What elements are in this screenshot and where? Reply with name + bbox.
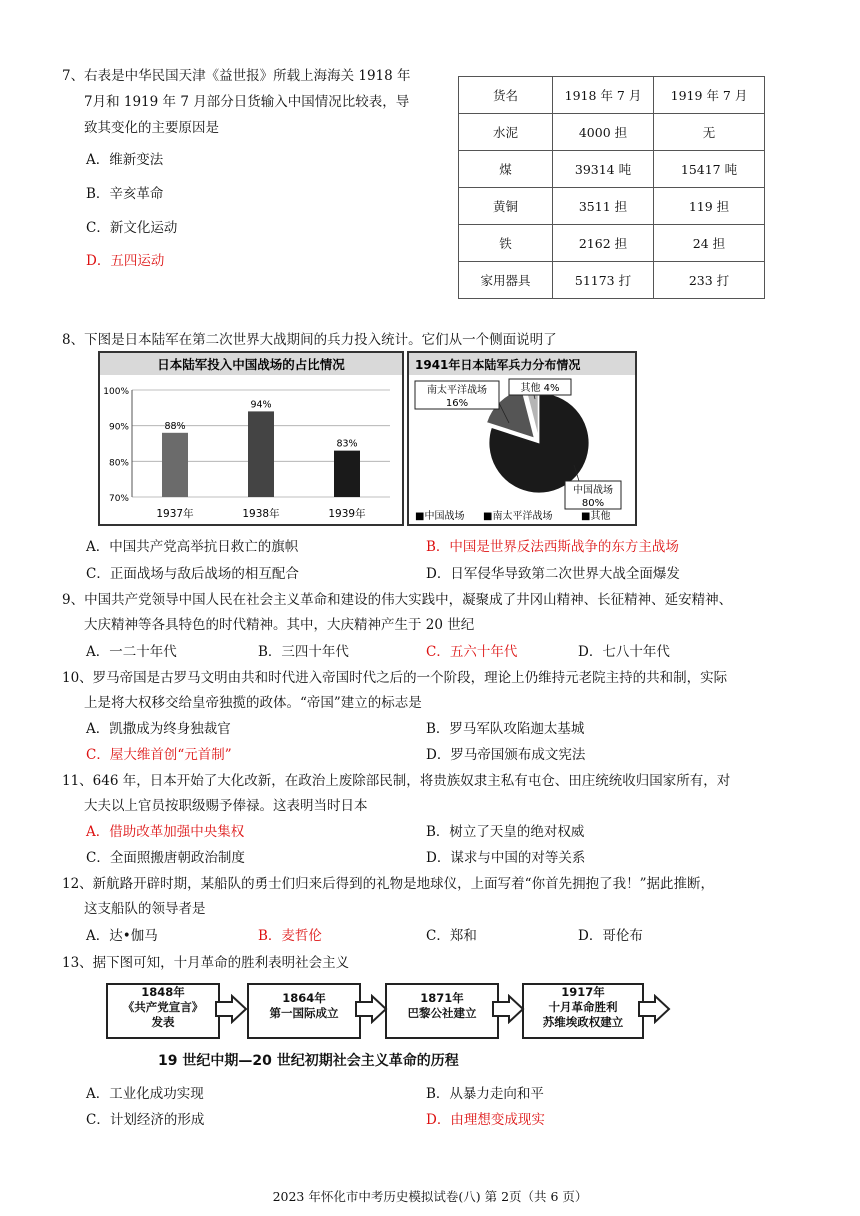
q9-option-d: D．七八十年代	[578, 644, 670, 660]
table-cell: 家用器具	[459, 262, 553, 299]
flow-step-1917	[522, 983, 644, 1039]
q11-stem-line: 大夫以上官员按职级赐予俸禄。这表明当时日本	[84, 798, 368, 814]
legend-entry: ■中国战场	[415, 511, 465, 522]
table-cell: 233 打	[654, 262, 765, 299]
table-cell: 15417 吨	[654, 151, 765, 188]
q10-option-c: C．屋大维首创“元首制”	[86, 747, 232, 763]
q9-option-b: B．三四十年代	[258, 644, 349, 660]
page-footer: 2023 年怀化市中考历史模拟试卷(八) 第 2页（共 6 页）	[272, 1189, 588, 1204]
x-tick-label: 1937年	[156, 508, 194, 520]
q11-option-c: C．全面照搬唐朝政治制度	[86, 850, 245, 866]
flow-year: 1848年	[141, 985, 185, 999]
q8-stem: 8、下图是日本陆军在第二次世界大战期间的兵力投入统计。它们从一个侧面说明了	[62, 332, 557, 348]
flow-event: 巴黎公社建立	[407, 1006, 477, 1020]
table-header-row	[459, 77, 765, 114]
q7-stem-line: 7、右表是中华民国天津《益世报》所载上海海关 1918 年	[62, 68, 411, 84]
q13-option-d: D．由理想变成现实	[426, 1112, 545, 1128]
flow-event: 发表	[151, 1015, 175, 1029]
q11-option-b: B．树立了天皇的绝对权威	[426, 824, 585, 840]
q13-stem: 13、据下图可知，十月革命的胜利表明社会主义	[62, 955, 350, 971]
table-cell: 煤	[459, 151, 553, 188]
flow-step-1871	[385, 983, 499, 1039]
bar-value-label: 94%	[250, 399, 272, 411]
table-row	[459, 225, 765, 262]
table-cell: 2162 担	[553, 225, 654, 262]
pie-slice-label: 16%	[445, 398, 469, 409]
q10-option-a: A．凯撒成为终身独裁官	[86, 721, 231, 737]
table-cell: 119 担	[654, 188, 765, 225]
table-cell: 黄铜	[459, 188, 553, 225]
flow-caption: 19 世纪中期—20 世纪初期社会主义革命的历程	[158, 1053, 459, 1069]
flow-step-1864	[247, 983, 361, 1039]
q13-option-c: C．计划经济的形成	[86, 1112, 205, 1128]
q10-stem-line: 上是将大权移交给皇帝独揽的政体。“帝国”建立的标志是	[84, 695, 422, 711]
q8-option-c: C．正面战场与敌后战场的相互配合	[86, 566, 299, 582]
bar-chart-panel	[98, 351, 404, 526]
y-tick-label: 100%	[103, 387, 129, 397]
q7-option-b: B．辛亥革命	[86, 186, 164, 202]
table-cell: 24 担	[654, 225, 765, 262]
q12-option-b: B．麦哲伦	[258, 928, 322, 944]
flow-arrow-icon	[491, 994, 525, 1024]
x-tick-label: 1938年	[242, 508, 280, 520]
q7-stem-line: 7月和 1919 年 7 月部分日货输入中国情况比较表，导	[84, 94, 410, 110]
table-header-cell: 货名	[459, 77, 553, 114]
table-row	[459, 151, 765, 188]
table-cell: 39314 吨	[553, 151, 654, 188]
bar	[248, 411, 274, 497]
q11-stem-line: 11、646 年，日本开始了大化改新，在政治上废除部民制，将贵族奴隶主私有屯仓、田庄统统收归国家所有，对	[62, 773, 731, 789]
flow-event: 第一国际成立	[269, 1006, 339, 1020]
q8-option-b: B．中国是世界反法西斯战争的东方主战场	[426, 539, 679, 555]
q12-option-a: A．达•伽马	[86, 928, 158, 944]
q12-stem-line: 这支船队的领导者是	[84, 901, 206, 917]
table-cell: 3511 担	[553, 188, 654, 225]
q7-option-a: A．维新变法	[86, 152, 164, 168]
flow-step-1848	[106, 983, 220, 1039]
y-tick-label: 80%	[108, 458, 129, 469]
pie-slice-label: 中国战场	[573, 485, 613, 496]
y-tick-label: 90%	[108, 422, 129, 433]
q9-stem-line: 大庆精神等各具特色的时代精神。其中，大庆精神产生于 20 世纪	[84, 617, 475, 633]
flow-event: 苏维埃政权建立	[542, 1015, 624, 1029]
q11-option-d: D．谋求与中国的对等关系	[426, 850, 586, 866]
flow-arrow-icon	[637, 994, 671, 1024]
table-cell: 水泥	[459, 114, 553, 151]
flow-event: 十月革命胜利	[548, 1000, 618, 1014]
flow-arrow-icon	[214, 994, 248, 1024]
bar	[334, 451, 360, 497]
q10-option-b: B．罗马军队攻陷迦太基城	[426, 721, 585, 737]
legend-entry: ■其他	[581, 511, 611, 522]
q9-stem-line: 9、中国共产党领导中国人民在社会主义革命和建设的伟大实践中，凝聚成了井冈山精神、长征精神、延安精神、	[62, 592, 733, 608]
q11-option-a: A．借助改革加强中央集权	[86, 824, 245, 840]
q12-option-c: C．郑和	[426, 928, 477, 944]
table-header-cell: 1918 年 7 月	[553, 77, 654, 114]
table-cell: 铁	[459, 225, 553, 262]
goods-import-table	[458, 76, 765, 299]
flow-event: 《共产党宣言》	[122, 1000, 204, 1014]
table-row	[459, 188, 765, 225]
table-row	[459, 262, 765, 299]
q13-option-a: A．工业化成功实现	[86, 1086, 204, 1102]
flow-year: 1864年	[282, 991, 326, 1005]
bar-value-label: 83%	[336, 438, 358, 450]
flow-year: 1871年	[420, 991, 464, 1005]
pie-slice-label: 南太平洋战场	[427, 385, 487, 396]
q7-option-c: C．新文化运动	[86, 220, 178, 236]
q12-option-d: D．哥伦布	[578, 928, 643, 944]
q7-stem-line: 致其变化的主要原因是	[84, 120, 219, 136]
q13-option-b: B．从暴力走向和平	[426, 1086, 544, 1102]
legend-entry: ■南太平洋战场	[483, 511, 553, 522]
y-tick-label: 70%	[108, 494, 129, 504]
flow-year: 1917年	[561, 985, 605, 999]
q10-option-d: D．罗马帝国颁布成文宪法	[426, 747, 586, 763]
q10-stem-line: 10、罗马帝国是古罗马文明由共和时代进入帝国时代之后的一个阶段，理论上仍维持元老院主持的共和制，实际	[62, 670, 728, 686]
chart-title: 1941年日本陆军兵力分布情况	[415, 358, 581, 372]
q7-option-d: D．五四运动	[86, 253, 165, 269]
pie-slice-label: 其他 4%	[520, 383, 560, 394]
q8-option-a: A．中国共产党高举抗日救亡的旗帜	[86, 539, 299, 555]
bar	[162, 433, 188, 497]
table-cell: 4000 担	[553, 114, 654, 151]
q9-option-a: A．一二十年代	[86, 644, 177, 660]
q12-stem-line: 12、新航路开辟时期，某船队的勇士们归来后得到的礼物是地球仪，上面写着“你首先拥抱了我！”据此推断，	[62, 876, 714, 892]
pie-chart-panel	[407, 351, 637, 526]
q8-option-d: D．日军侵华导致第二次世界大战全面爆发	[426, 566, 680, 582]
x-tick-label: 1939年	[328, 508, 366, 520]
table-cell: 51173 打	[553, 262, 654, 299]
q9-option-c: C．五六十年代	[426, 644, 518, 660]
chart-title: 日本陆军投入中国战场的占比情况	[157, 357, 345, 372]
table-header-cell: 1919 年 7 月	[654, 77, 765, 114]
table-row	[459, 114, 765, 151]
pie-slice-label: 80%	[581, 498, 605, 509]
table-cell: 无	[654, 114, 765, 151]
bar-chart	[100, 353, 402, 524]
flow-arrow-icon	[354, 994, 388, 1024]
pie-chart	[409, 353, 635, 524]
bar-value-label: 88%	[164, 420, 186, 432]
